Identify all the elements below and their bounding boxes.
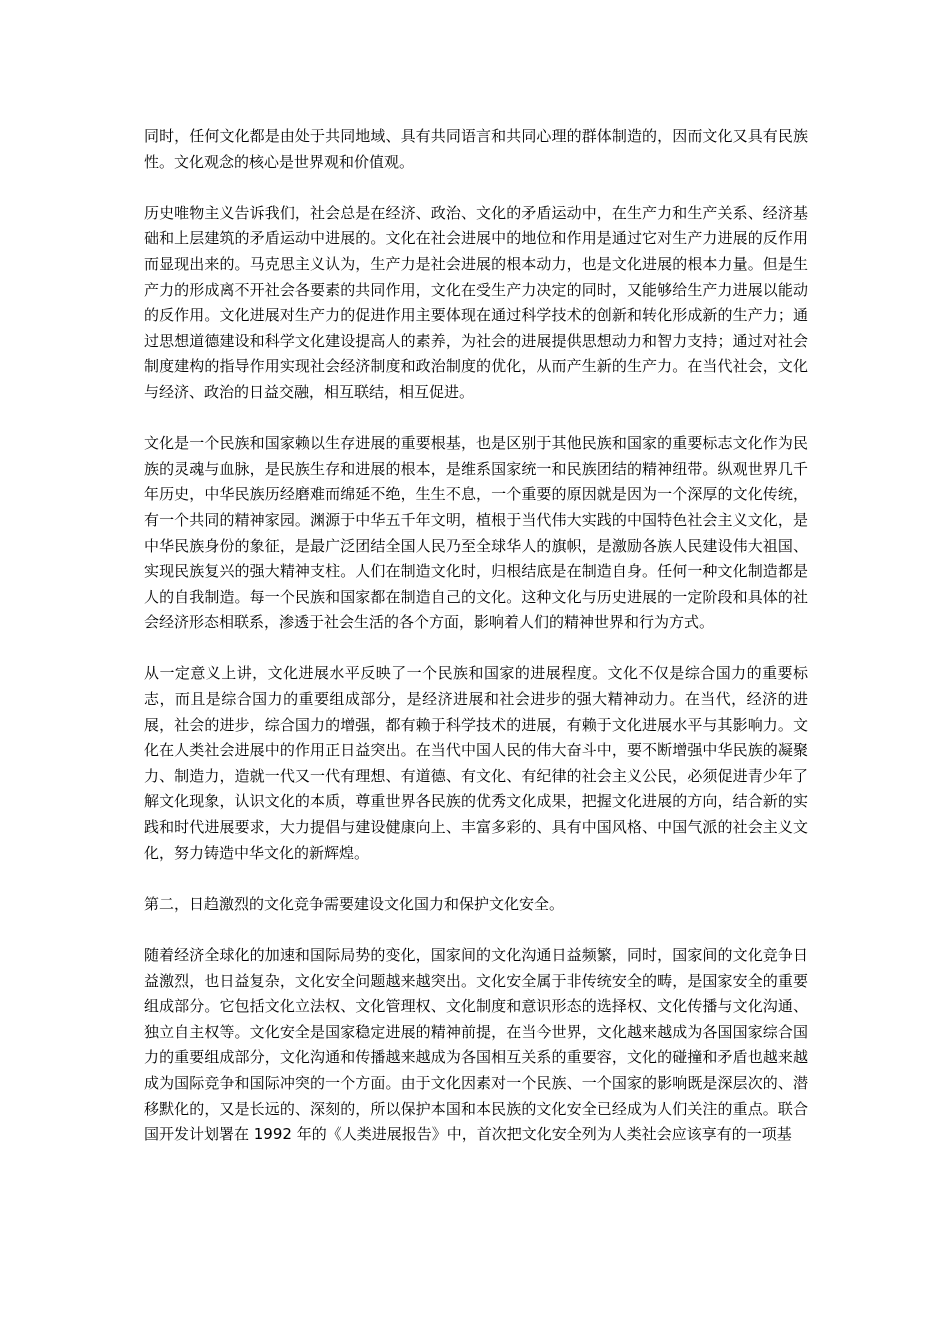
- paragraph-1: 同时，任何文化都是由处于共同地域、具有共同语言和共同心理的群体制造的，因而文化又具有民族性。文化观念的核心是世界观和价值观。: [144, 127, 808, 171]
- paragraph-6: 随着经济全球化的加速和国际局势的变化，国家间的文化沟通日益频繁，同时，国家间的文化竞争日益激烈，也日益复杂，文化安全问题越来越突出。文化安全属于非传统安全的畴，是国家安全的重要组成部分。它包括文化立法权、文化管理权、文化制度和意识形态的选择权、文化传播与文化沟通、独立自主权等。文化安全是国家稳定进展的精神前提，在当今世界，文化越来越成为各国国家综合国力的重要组成部分，文化沟通和传播越来越成为各国相互关系的重要容，文化的碰撞和矛盾也越来越成为国际竞争和国际冲突的一个方面。由于文化因素对一个民族、一个国家的影响既是深层次的、潜移默化的，又是长远的、深刻的，所以保护本国和本民族的文化安全已经成为人们关注的重点。联合国开发计划署在 1992 年的《人类进展报告》中，首次把文化安全列为人类社会应该享有的一项基: [144, 946, 808, 1144]
- document-body: [144, 124, 808, 1148]
- paragraph-3: 文化是一个民族和国家赖以生存进展的重要根基，也是区别于其他民族和国家的重要标志文化作为民族的灵魂与血脉，是民族生存和进展的根本，是维系国家统一和民族团结的精神纽带。纵观世界几千年历史，中华民族历经磨难而绵延不绝，生生不息，一个重要的原因就是因为一个深厚的文化传统，有一个共同的精神家园。渊源于中华五千年文明，植根于当代伟大实践的中国特色社会主义文化，是中华民族身份的象征，是最广泛团结全国人民乃至全球华人的旗帜，是激励各族人民建设伟大祖国、实现民族复兴的强大精神支柱。人们在制造文化时，归根结底是在制造自身。任何一种文化制造都是人的自我制造。每一个民族和国家都在制造自己的文化。这种文化与历史进展的一定阶段和具体的社会经济形态相联系，渗透于社会生活的各个方面，影响着人们的精神世界和行为方式。: [144, 434, 808, 632]
- paragraph-4: 从一定意义上讲，文化进展水平反映了一个民族和国家的进展程度。文化不仅是综合国力的重要标志，而且是综合国力的重要组成部分，是经济进展和社会进步的强大精神动力。在当代，经济的进展，社会的进步，综合国力的增强，都有赖于科学技术的进展，有赖于文化进展水平与其影响力。文化在人类社会进展中的作用正日益突出。在当代中国人民的伟大奋斗中，要不断增强中华民族的凝聚力、制造力，造就一代又一代有理想、有道德、有文化、有纪律的社会主义公民，必须促进青少年了解文化现象，认识文化的本质，尊重世界各民族的优秀文化成果，把握文化进展的方向，结合新的实践和时代进展要求，大力提倡与建设健康向上、丰富多彩的、具有中国风格、中国气派的社会主义文化，努力铸造中华文化的新辉煌。: [144, 664, 808, 862]
- paragraph-2: 历史唯物主义告诉我们，社会总是在经济、政治、文化的矛盾运动中，在生产力和生产关系、经济基础和上层建筑的矛盾运动中进展的。文化在社会进展中的地位和作用是通过它对生产力进展的反作用而显现出来的。马克思主义认为，生产力是社会进展的根本动力，也是文化进展的根本力量。但是生产力的形成离不开社会各要素的共同作用，文化在受生产力决定的同时，又能够给生产力进展以能动的反作用。文化进展对生产力的促进作用主要体现在通过科学技术的创新和转化形成新的生产力；通过思想道德建设和科学文化建设提高人的素养，为社会的进展提供思想动力和智力支持；通过对社会制度建构的指导作用实现社会经济制度和政治制度的优化，从而产生新的生产力。在当代社会，文化与经济、政治的日益交融，相互联结，相互促进。: [144, 203, 808, 401]
- section-heading-paragraph: 第二，日趋激烈的文化竞争需要建设文化国力和保护文化安全。: [144, 894, 565, 913]
